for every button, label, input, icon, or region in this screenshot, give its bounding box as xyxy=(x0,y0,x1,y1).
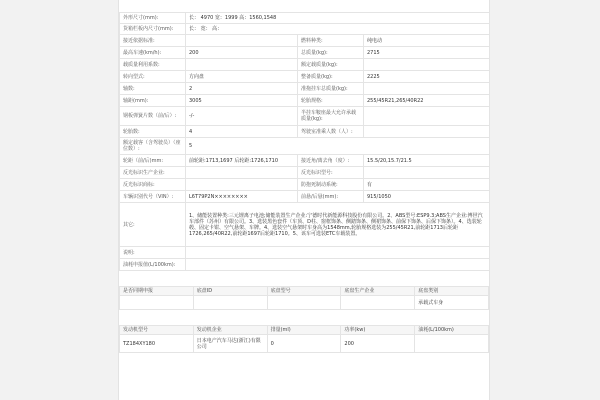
spec-label: 说明: xyxy=(120,247,186,259)
spec-label: 燃料种类: xyxy=(298,35,364,47)
chassis-cell xyxy=(193,296,267,310)
engine-cell: 日本电产汽车马达(浙江)有限公司 xyxy=(193,335,267,353)
spec-row xyxy=(120,259,490,271)
spec-label: 油耗申报值(L/100km): xyxy=(120,259,186,271)
spec-label: 反光标识型号: xyxy=(298,167,364,179)
spec-label: 半挂车鞍座最大允许承载质量(kg): xyxy=(298,107,364,126)
spec-value: 2715 xyxy=(364,47,490,59)
spec-value xyxy=(186,179,298,191)
spec-label: 总质量(kg): xyxy=(298,47,364,59)
spec-value: 200 xyxy=(186,47,298,59)
spec-value: 3005 xyxy=(186,95,298,107)
spec-row xyxy=(120,59,490,71)
engine-header-cell: 排量(ml) xyxy=(267,326,341,335)
spec-value: 方向盘 xyxy=(186,71,298,83)
section-gap xyxy=(119,310,489,325)
chassis-cell xyxy=(341,296,415,310)
spec-value: 15.5/20,15.7/21.5 xyxy=(364,155,490,167)
top-gap xyxy=(119,0,489,12)
spec-value xyxy=(364,59,490,71)
spec-value xyxy=(186,259,490,271)
spec-label: 整备质量(kg): xyxy=(298,71,364,83)
spec-row xyxy=(120,95,490,107)
spec-value xyxy=(364,126,490,138)
engine-cell: 200 xyxy=(341,335,415,353)
spec-row xyxy=(120,35,490,47)
chassis-header-cell: 底盘生产企业 xyxy=(341,287,415,296)
chassis-table xyxy=(119,286,489,310)
spec-row xyxy=(120,203,490,247)
spec-value: 1、储能装置种类:三元锂离子电池;储能装置生产企业:宁德时代新能源科技股份有限公司。2、ABS型号:ESP9.3;ABS生产企业:博世汽车部件（苏州）有限公司。3、选装黑色套件（车顶、D柱、窗框饰条、侧踏饰条、侧裙饰条、前保下饰条、后保下饰条）。4、选装轮毂、固定卡钳、空气悬架、车牌。4、选装空气悬架时车身高为1548mm,轮胎规格选装为255/45R21,前轮距1713后轮距1726,265/40R22,前轮距1697后轮距1710。5、该车可选装ETC车载装置。 xyxy=(186,203,490,247)
spec-value xyxy=(186,35,298,47)
spec-label: 转向型式: xyxy=(120,71,186,83)
chassis-cell: 承载式车身 xyxy=(415,296,489,310)
spec-value: 2225 xyxy=(364,71,490,83)
spec-row xyxy=(120,247,490,259)
spec-label: 最高车速(km/h): xyxy=(120,47,186,59)
spec-row xyxy=(120,155,490,167)
engine-data-row xyxy=(120,335,489,353)
spec-row xyxy=(120,138,490,155)
engine-header-cell: 油耗(L/100km) xyxy=(415,326,489,335)
spec-label: 货箱栏板内尺寸(mm): xyxy=(120,24,186,35)
section-gap xyxy=(119,271,489,286)
spec-label: 接近依据标准: xyxy=(120,35,186,47)
spec-value: L6T79P2N×××××××× xyxy=(186,191,298,203)
spec-page xyxy=(118,0,490,400)
spec-row xyxy=(120,47,490,59)
spec-label: 载质量利用系数: xyxy=(120,59,186,71)
spec-label: 前悬/后悬(mm): xyxy=(298,191,364,203)
chassis-cell xyxy=(120,296,194,310)
spec-label: 反光标识生产企业: xyxy=(120,167,186,179)
spec-row xyxy=(120,167,490,179)
spec-label: 外形尺寸(mm): xyxy=(120,13,186,24)
spec-value xyxy=(364,83,490,95)
chassis-data-row xyxy=(120,296,489,310)
spec-row xyxy=(120,179,490,191)
spec-label: 轴数: xyxy=(120,83,186,95)
spec-label: 车辆识别代号（VIN）: xyxy=(120,191,186,203)
chassis-header-cell: 是否同期申报 xyxy=(120,287,194,296)
spec-label: 轮胎数: xyxy=(120,126,186,138)
spec-label: 钢板弹簧片数（前/后）: xyxy=(120,107,186,126)
spec-value: 4 xyxy=(186,126,298,138)
engine-header-cell: 发动机型号 xyxy=(120,326,194,335)
spec-label: 额定载客（含驾驶员）（座位数）: xyxy=(120,138,186,155)
spec-value: 纯电动 xyxy=(364,35,490,47)
chassis-cell xyxy=(267,296,341,310)
spec-label: 防抱死制动系统: xyxy=(298,179,364,191)
engine-table xyxy=(119,325,489,353)
spec-label: 轮距（前/后)mm: xyxy=(120,155,186,167)
spec-row xyxy=(120,126,490,138)
spec-value: 255/45R21,265/40R22 xyxy=(364,95,490,107)
spec-value: 前轮距:1713,1697 后轮距:1726,1710 xyxy=(186,155,298,167)
spec-label: 轴距(mm): xyxy=(120,95,186,107)
spec-table xyxy=(119,12,490,271)
spec-row xyxy=(120,24,490,35)
spec-value xyxy=(186,247,490,259)
spec-value xyxy=(186,59,298,71)
spec-label: 准拖挂车总质量(kg): xyxy=(298,83,364,95)
spec-row xyxy=(120,71,490,83)
engine-cell: TZ184XY180 xyxy=(120,335,194,353)
engine-header-cell: 发动机企业 xyxy=(193,326,267,335)
spec-value: 5 xyxy=(186,138,490,155)
chassis-header-row xyxy=(120,287,489,296)
spec-value: 长： 4970 宽：1999 高：1560,1548 xyxy=(186,13,490,24)
spec-row xyxy=(120,107,490,126)
spec-label: 其它: xyxy=(120,203,186,247)
spec-value: 915/1050 xyxy=(364,191,490,203)
spec-value xyxy=(364,167,490,179)
chassis-header-cell: 底盘型号 xyxy=(267,287,341,296)
spec-label: 轮胎规格: xyxy=(298,95,364,107)
spec-label: 反光标识商标: xyxy=(120,179,186,191)
chassis-header-cell: 底盘类别 xyxy=(415,287,489,296)
spec-row xyxy=(120,13,490,24)
spec-value: 长： 宽： 高： xyxy=(186,24,490,35)
spec-value xyxy=(186,167,298,179)
spec-value: -/- xyxy=(186,107,298,126)
spec-label: 接近角/离去角（度）: xyxy=(298,155,364,167)
engine-header-cell: 功率(kw) xyxy=(341,326,415,335)
engine-cell xyxy=(415,335,489,353)
chassis-header-cell: 底盘ID xyxy=(193,287,267,296)
spec-label: 驾驶室准乘人数（人）: xyxy=(298,126,364,138)
spec-row xyxy=(120,191,490,203)
engine-header-row xyxy=(120,326,489,335)
spec-value: 有 xyxy=(364,179,490,191)
engine-cell: 0 xyxy=(267,335,341,353)
spec-label: 额定载质量(kg): xyxy=(298,59,364,71)
spec-value xyxy=(364,107,490,126)
spec-row xyxy=(120,83,490,95)
spec-value: 2 xyxy=(186,83,298,95)
